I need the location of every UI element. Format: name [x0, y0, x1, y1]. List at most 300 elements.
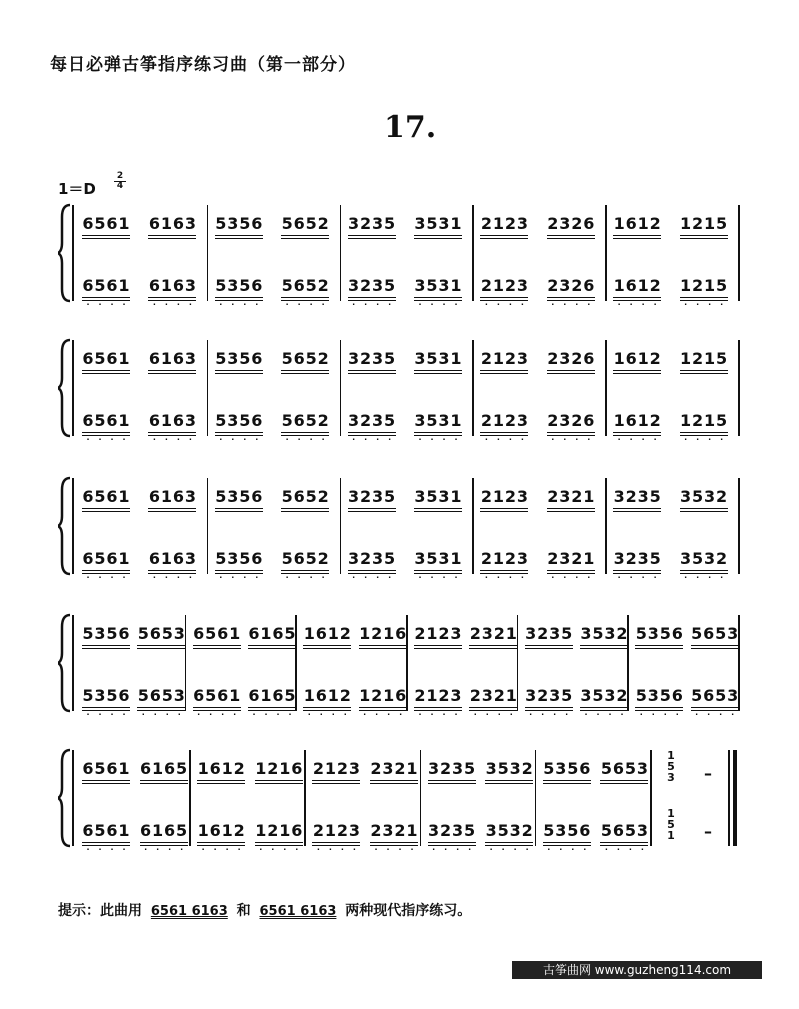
note: 2 — [692, 411, 704, 430]
note-group — [193, 625, 241, 643]
barline — [207, 340, 209, 436]
note: 5 — [305, 214, 317, 233]
underline-1 — [485, 842, 533, 843]
low-octave-dots — [255, 845, 303, 858]
low-octave-dots — [691, 710, 739, 723]
dot: · — [708, 435, 712, 444]
note: 6 — [293, 276, 305, 295]
note: 5 — [176, 821, 188, 840]
note: 5 — [239, 276, 251, 295]
dot: · — [584, 710, 588, 719]
note: 5 — [426, 349, 438, 368]
note: 3 — [348, 759, 360, 778]
note: 2 — [547, 349, 559, 368]
note: 1 — [160, 214, 172, 233]
underline-1 — [428, 842, 476, 843]
note: 3 — [509, 759, 521, 778]
underline-2 — [359, 648, 407, 649]
note: 5 — [592, 686, 604, 705]
note: 5 — [464, 821, 476, 840]
dot: · — [640, 845, 644, 854]
dot: · — [98, 435, 102, 444]
note-group — [613, 488, 661, 506]
note: 5 — [716, 276, 728, 295]
dot: · — [696, 300, 700, 309]
low-octave-dots — [635, 710, 683, 723]
dot: · — [553, 710, 557, 719]
underline-2 — [281, 373, 329, 374]
note: 2 — [360, 487, 372, 506]
underline-1 — [613, 570, 661, 571]
note: 6 — [293, 411, 305, 430]
note-group — [82, 411, 130, 444]
underline-1 — [680, 508, 728, 509]
dot: · — [496, 300, 500, 309]
note-group — [613, 411, 661, 444]
dot: · — [297, 573, 301, 582]
note: 2 — [625, 487, 637, 506]
dot: · — [219, 435, 223, 444]
final-barline-thick — [733, 750, 737, 846]
note: 1 — [704, 276, 716, 295]
underline-1 — [148, 235, 196, 236]
note: 1 — [505, 624, 517, 643]
underline-1 — [281, 235, 329, 236]
dot: · — [364, 435, 368, 444]
note: 6 — [148, 411, 160, 430]
note-group — [312, 821, 360, 854]
underline-2 — [547, 373, 595, 374]
score-system — [0, 205, 799, 309]
low-octave-dots — [414, 300, 462, 313]
note: 6 — [106, 214, 118, 233]
note: 6 — [172, 487, 184, 506]
note: 1 — [118, 821, 130, 840]
underline-1 — [215, 297, 263, 298]
note: 1 — [583, 549, 595, 568]
note: 6 — [82, 214, 94, 233]
note: 6 — [395, 624, 407, 643]
dot: · — [110, 573, 114, 582]
note: 1 — [680, 411, 692, 430]
underline-1 — [359, 707, 407, 708]
note: 1 — [160, 349, 172, 368]
note: 3 — [414, 214, 426, 233]
barline — [738, 615, 740, 711]
note-group — [414, 686, 462, 719]
dot: · — [376, 300, 380, 309]
dot: · — [188, 435, 192, 444]
underline-2 — [480, 373, 528, 374]
dot: · — [432, 845, 436, 854]
note: 3 — [438, 549, 450, 568]
underline-1 — [82, 570, 130, 571]
underline-1 — [547, 370, 595, 371]
note: 3 — [580, 624, 592, 643]
note: 5 — [284, 624, 296, 643]
dot: · — [364, 300, 368, 309]
note: 5 — [649, 549, 661, 568]
underline-2 — [82, 238, 130, 239]
dot: · — [252, 710, 256, 719]
note: 3 — [481, 686, 493, 705]
note: 1 — [160, 487, 172, 506]
note: 3 — [94, 624, 106, 643]
dot: · — [98, 845, 102, 854]
dot: · — [430, 710, 434, 719]
note: 5 — [567, 821, 579, 840]
note: 6 — [395, 686, 407, 705]
note: 3 — [438, 487, 450, 506]
dot: · — [596, 710, 600, 719]
note: 1 — [450, 487, 462, 506]
low-octave-dots — [547, 573, 595, 586]
dot: · — [410, 845, 414, 854]
note-group — [348, 488, 396, 506]
note-group — [600, 760, 648, 778]
note: 3 — [525, 624, 537, 643]
note: 2 — [571, 349, 583, 368]
note: 5 — [497, 821, 509, 840]
note: 5 — [106, 686, 118, 705]
note: 6 — [164, 821, 176, 840]
note: 2 — [360, 349, 372, 368]
note: 3 — [516, 349, 528, 368]
note-group — [469, 625, 517, 643]
note: 1 — [505, 686, 517, 705]
note: 6 — [193, 624, 205, 643]
note: 5 — [426, 214, 438, 233]
note-group — [82, 625, 130, 643]
low-octave-dots — [82, 435, 130, 448]
system-brace — [58, 203, 78, 303]
underline-1 — [480, 370, 528, 371]
note: 5 — [426, 487, 438, 506]
note: 1 — [324, 821, 336, 840]
note: 3 — [604, 686, 616, 705]
dot: · — [497, 710, 501, 719]
note: 2 — [480, 214, 492, 233]
dot: · — [496, 573, 500, 582]
note-group — [140, 821, 188, 854]
note: 2 — [504, 214, 516, 233]
dot: · — [529, 710, 533, 719]
note: 5 — [561, 624, 573, 643]
note: 6 — [625, 349, 637, 368]
note: 6 — [248, 624, 260, 643]
dot: · — [454, 573, 458, 582]
note: 1 — [680, 214, 692, 233]
dot: · — [587, 300, 591, 309]
note: 2 — [537, 686, 549, 705]
dot: · — [264, 710, 268, 719]
system-brace — [58, 338, 78, 438]
underline-1 — [635, 707, 683, 708]
note-group — [543, 760, 591, 778]
system-start-barline — [72, 615, 74, 711]
note: 1 — [492, 411, 504, 430]
note: 3 — [227, 549, 239, 568]
low-octave-dots — [193, 710, 241, 723]
note-group — [82, 821, 130, 854]
note: 3 — [438, 276, 450, 295]
dot: · — [86, 573, 90, 582]
note: 3 — [604, 624, 616, 643]
low-octave-dots — [414, 573, 462, 586]
note: 3 — [509, 821, 521, 840]
note: 3 — [184, 487, 196, 506]
dot: · — [152, 300, 156, 309]
note-group — [613, 215, 661, 233]
note: 3 — [485, 821, 497, 840]
underline-1 — [303, 645, 351, 646]
note-group — [525, 625, 573, 643]
note: 2 — [360, 549, 372, 568]
note: 6 — [118, 686, 130, 705]
underline-1 — [82, 842, 130, 843]
dot: · — [388, 300, 392, 309]
dot: · — [255, 435, 259, 444]
note: 1 — [118, 549, 130, 568]
note: 5 — [624, 821, 636, 840]
note: 2 — [649, 276, 661, 295]
note-group — [580, 625, 628, 643]
underline-2 — [193, 648, 241, 649]
note: 6 — [583, 349, 595, 368]
dot: · — [201, 845, 205, 854]
dot: · — [225, 845, 229, 854]
note: 6 — [612, 821, 624, 840]
note: 6 — [209, 821, 221, 840]
underline-2 — [303, 648, 351, 649]
note: 3 — [613, 487, 625, 506]
note-group — [197, 760, 245, 778]
underline-1 — [370, 842, 418, 843]
underline-1 — [197, 842, 245, 843]
note-group — [691, 686, 739, 719]
note: 1 — [492, 349, 504, 368]
underline-1 — [82, 508, 130, 509]
underline-1 — [137, 707, 185, 708]
note: 3 — [680, 487, 692, 506]
underline-2 — [485, 783, 533, 784]
note: 6 — [82, 349, 94, 368]
dot: · — [243, 435, 247, 444]
underline-2 — [370, 783, 418, 784]
note: 5 — [281, 214, 293, 233]
note: 1 — [118, 411, 130, 430]
note: 2 — [716, 487, 728, 506]
note: 6 — [148, 214, 160, 233]
note: 6 — [293, 349, 305, 368]
underline-1 — [547, 297, 595, 298]
underline-1 — [193, 645, 241, 646]
note-group — [248, 625, 296, 643]
note-group — [414, 488, 462, 506]
dot: · — [696, 435, 700, 444]
note: 2 — [504, 487, 516, 506]
system-brace — [58, 748, 78, 848]
note: 6 — [583, 411, 595, 430]
underline-1 — [485, 780, 533, 781]
note: 6 — [251, 214, 263, 233]
note: 1 — [637, 411, 649, 430]
note-group — [480, 488, 528, 506]
note: 1 — [450, 214, 462, 233]
note: 6 — [251, 549, 263, 568]
note: 2 — [370, 821, 382, 840]
note: 6 — [193, 686, 205, 705]
note: 2 — [692, 276, 704, 295]
note: 6 — [671, 686, 683, 705]
barline — [207, 205, 209, 301]
dot: · — [442, 300, 446, 309]
note: 5 — [561, 686, 573, 705]
underline-2 — [148, 511, 196, 512]
note: 3 — [452, 821, 464, 840]
note: 5 — [239, 487, 251, 506]
underline-2 — [348, 238, 396, 239]
barline — [340, 205, 342, 301]
underline-1 — [414, 508, 462, 509]
dot: · — [719, 710, 723, 719]
note: 5 — [281, 487, 293, 506]
note: 2 — [312, 821, 324, 840]
underline-1 — [281, 297, 329, 298]
dot: · — [316, 845, 320, 854]
dot: · — [309, 300, 313, 309]
note: 6 — [217, 624, 229, 643]
note: 5 — [281, 349, 293, 368]
note: 2 — [616, 624, 628, 643]
dot: · — [285, 573, 289, 582]
note: 1 — [406, 821, 418, 840]
note: 3 — [680, 549, 692, 568]
note: 5 — [305, 487, 317, 506]
note: 3 — [647, 624, 659, 643]
note: 1 — [118, 276, 130, 295]
note-group — [359, 686, 407, 719]
low-octave-dots — [600, 845, 648, 858]
barline — [517, 615, 519, 711]
underline-1 — [148, 508, 196, 509]
dot: · — [297, 300, 301, 309]
note: 3 — [485, 759, 497, 778]
note: 1 — [492, 276, 504, 295]
underline-1 — [359, 645, 407, 646]
underline-2 — [469, 648, 517, 649]
dot: · — [571, 845, 575, 854]
note: 2 — [649, 349, 661, 368]
dot: · — [508, 435, 512, 444]
note: 3 — [414, 276, 426, 295]
underline-2 — [215, 238, 263, 239]
note: 5 — [691, 686, 703, 705]
note-group — [370, 821, 418, 854]
note: 2 — [692, 214, 704, 233]
dot: · — [616, 845, 620, 854]
note: 1 — [229, 686, 241, 705]
score-system — [0, 749, 799, 854]
note: 1 — [152, 821, 164, 840]
barline — [304, 750, 306, 846]
dot: · — [520, 435, 524, 444]
underline-1 — [148, 297, 196, 298]
dot: · — [575, 300, 579, 309]
note: 1 — [426, 686, 438, 705]
underline-2 — [82, 648, 130, 649]
dot: · — [563, 573, 567, 582]
underline-1 — [414, 297, 462, 298]
note: 5 — [215, 214, 227, 233]
dot: · — [696, 573, 700, 582]
underline-2 — [197, 783, 245, 784]
underline-1 — [248, 645, 296, 646]
note: 6 — [251, 487, 263, 506]
dot: · — [363, 710, 367, 719]
note: 5 — [137, 686, 149, 705]
barline — [207, 478, 209, 574]
underline-2 — [547, 511, 595, 512]
note: 3 — [636, 759, 648, 778]
note-group — [348, 549, 396, 582]
note: 2 — [414, 624, 426, 643]
barline — [295, 615, 297, 711]
dot: · — [620, 710, 624, 719]
dot: · — [547, 845, 551, 854]
note: 6 — [291, 759, 303, 778]
underline-1 — [312, 780, 360, 781]
note: 3 — [348, 349, 360, 368]
dot: · — [285, 300, 289, 309]
dot: · — [617, 573, 621, 582]
dot: · — [156, 845, 160, 854]
underline-1 — [193, 707, 241, 708]
underline-1 — [414, 645, 462, 646]
note: 3 — [414, 487, 426, 506]
note: 2 — [267, 759, 279, 778]
note: 5 — [426, 276, 438, 295]
note: 2 — [480, 487, 492, 506]
note: 6 — [148, 549, 160, 568]
dot: · — [525, 845, 529, 854]
time-signature — [114, 172, 126, 191]
dot: · — [508, 573, 512, 582]
note-group — [547, 276, 595, 309]
underline-1 — [215, 235, 263, 236]
note: 1 — [260, 624, 272, 643]
note-group — [613, 549, 661, 582]
low-octave-dots — [370, 845, 418, 858]
underline-1 — [281, 370, 329, 371]
underline-1 — [312, 842, 360, 843]
note: 5 — [659, 686, 671, 705]
note: 3 — [372, 411, 384, 430]
note: 2 — [469, 624, 481, 643]
low-octave-dots — [613, 435, 661, 448]
barline — [472, 478, 474, 574]
note-group — [303, 625, 351, 643]
underline-2 — [414, 648, 462, 649]
note: 6 — [209, 759, 221, 778]
note: 2 — [370, 759, 382, 778]
underline-2 — [348, 373, 396, 374]
note: 1 — [279, 759, 291, 778]
underline-1 — [480, 432, 528, 433]
note: 5 — [82, 624, 94, 643]
dot: · — [563, 300, 567, 309]
note: 3 — [414, 549, 426, 568]
